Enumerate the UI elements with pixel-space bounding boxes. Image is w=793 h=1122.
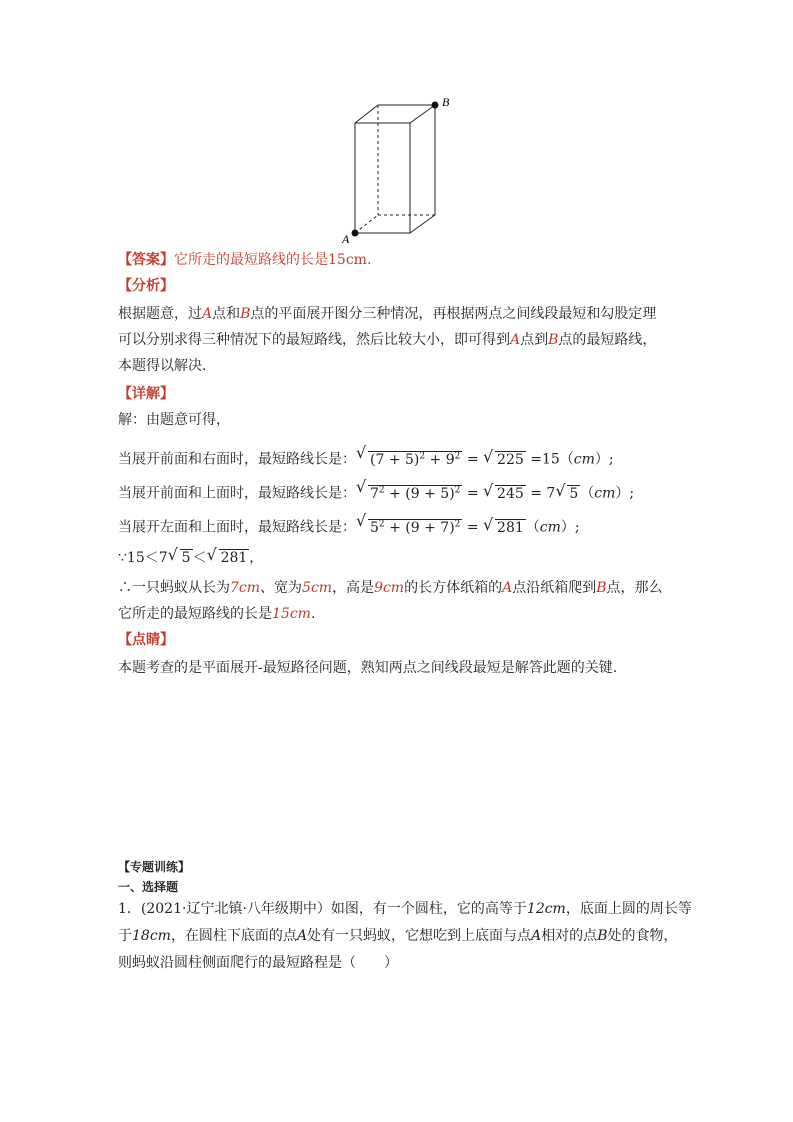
analysis-line-3: 本题得以解决. <box>118 358 207 374</box>
analysis-line-2: 可以分别求得三种情况下的最短路线，然后比较大小，即可得到A点到B点的最短路线， <box>118 332 657 348</box>
detail-case-1: 当展开前面和右面时，最短路线长是： √ $(7 + 5)^2 + 9^2$ = √ 225 =15（cm）; <box>118 443 614 468</box>
analysis-line-1: 根据题意，过A点和B点的平面展开图分三种情况，再根据两点之间线段最短和勾股定理 <box>118 306 657 322</box>
detail-tag: 【详解】 <box>118 386 174 402</box>
answer-line: 【答案】它所走的最短路线的长是15cm. <box>118 252 372 268</box>
detail-intro: 解：由题意可得， <box>118 412 230 428</box>
detail-case-2: 当展开前面和上面时，最短路线长是： √ $7^2 + (9 + 5)^2$ = √ 245 = 7 √ 5 （cm）; <box>118 477 635 502</box>
question-1-line-1: 1．(2021·辽宁北镇·八年级期中）如图，有一个圆柱，它的高等于12cm，底面上圆的周长等 <box>118 901 692 917</box>
label-b: B <box>442 95 450 109</box>
analysis-tag: 【分析】 <box>118 278 174 294</box>
training-section: 一、选择题 <box>118 880 179 894</box>
training-tag: 【专题训练】 <box>118 860 191 874</box>
detail-therefore-1: ∴一只蚂蚁从长为7cm、宽为5cm，高是9cm的长方体纸箱的A点沿纸箱爬到B点，那么 <box>118 580 663 596</box>
cuboid-figure <box>330 88 470 248</box>
point-a-marker <box>352 230 359 237</box>
label-a: A <box>342 232 350 246</box>
comment-text: 本题考查的是平面展开-最短路径问题，熟知两点之间线段最短是解答此题的关键. <box>118 660 618 676</box>
detail-case-3: 当展开左面和上面时，最短路线长是： √ $5^2 + (9 + 7)^2$ = √ 281 （cm）; <box>118 511 580 536</box>
detail-because: ∵15＜7 √ 5 ＜ √ 281 ， <box>118 545 264 566</box>
detail-therefore-2: 它所走的最短路线的长是15cm. <box>118 606 316 622</box>
question-1-line-3: 则蚂蚁沿圆柱侧面爬行的最短路程是（ ） <box>118 955 398 971</box>
comment-tag: 【点睛】 <box>118 632 174 648</box>
answer-tag: 【答案】 <box>118 252 174 268</box>
point-b-marker <box>432 102 439 109</box>
question-1-line-2: 于18cm，在圆柱下底面的点A处有一只蚂蚁，它想吃到上底面与点A相对的点B处的食物， <box>118 928 678 944</box>
